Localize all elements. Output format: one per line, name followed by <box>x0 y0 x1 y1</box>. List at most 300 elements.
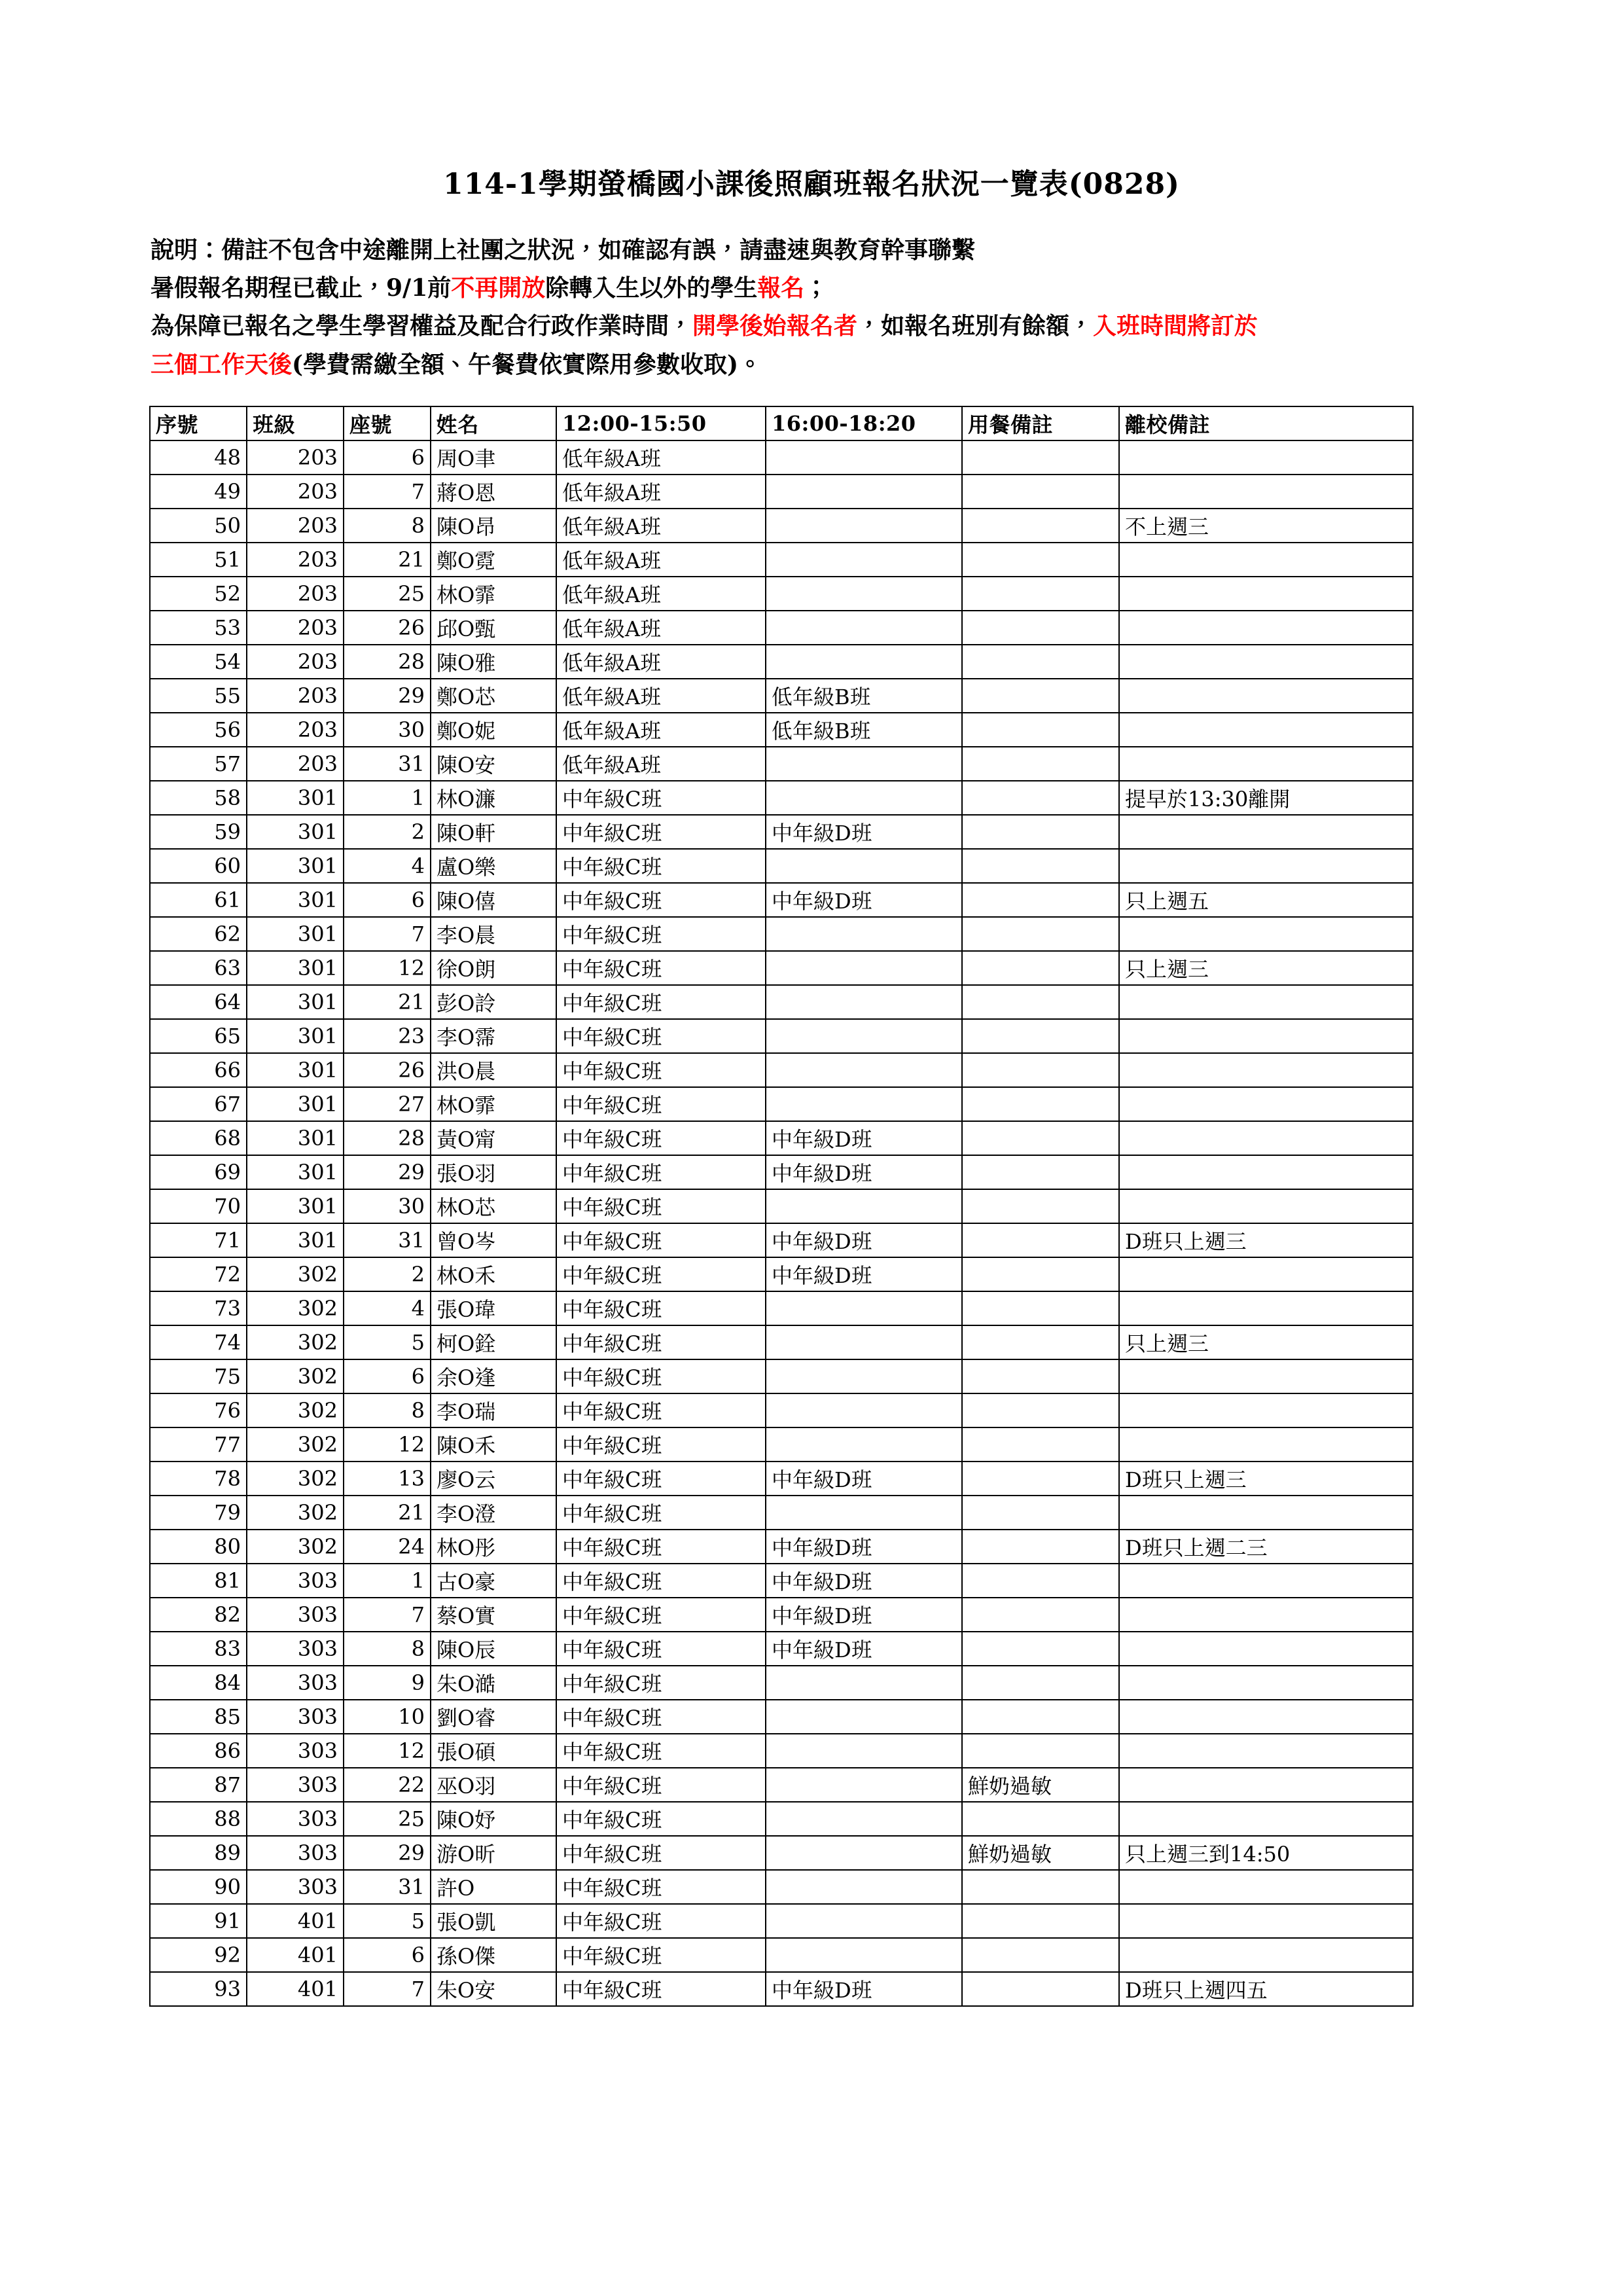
cell-leave <box>1119 1189 1413 1223</box>
cell-am: 中年級C班 <box>556 1632 766 1666</box>
cell-pm: 中年級D班 <box>766 1121 962 1155</box>
table-row <box>150 1291 1413 1325</box>
cell-seq: 63 <box>150 951 247 985</box>
cell-meal <box>962 747 1119 781</box>
table-row <box>150 1802 1413 1836</box>
cell-am: 中年級C班 <box>556 1904 766 1938</box>
cell-am: 中年級C班 <box>556 1564 766 1598</box>
cell-pm <box>766 1325 962 1359</box>
table-row <box>150 1257 1413 1291</box>
cell-am: 中年級C班 <box>556 1938 766 1972</box>
cell-seq: 50 <box>150 509 247 543</box>
cell-pm <box>766 577 962 611</box>
cell-class: 302 <box>247 1325 344 1359</box>
table-row <box>150 611 1413 645</box>
cell-class: 303 <box>247 1666 344 1700</box>
cell-meal <box>962 1598 1119 1632</box>
cell-am: 中年級C班 <box>556 1359 766 1393</box>
cell-seat: 29 <box>344 1155 431 1189</box>
cell-class: 302 <box>247 1496 344 1530</box>
cell-pm <box>766 849 962 883</box>
cell-seq: 90 <box>150 1870 247 1904</box>
cell-seq: 48 <box>150 440 247 475</box>
cell-am: 中年級C班 <box>556 1087 766 1121</box>
cell-am: 中年級C班 <box>556 1734 766 1768</box>
cell-pm <box>766 1802 962 1836</box>
cell-am: 中年級C班 <box>556 1462 766 1496</box>
cell-am: 中年級C班 <box>556 1325 766 1359</box>
cell-seq: 81 <box>150 1564 247 1598</box>
cell-am: 中年級C班 <box>556 1666 766 1700</box>
note-line-1 <box>151 231 1623 269</box>
cell-seq: 76 <box>150 1393 247 1427</box>
cell-pm: 低年級B班 <box>766 713 962 747</box>
cell-meal <box>962 1019 1119 1053</box>
cell-seat: 2 <box>344 1257 431 1291</box>
cell-pm: 中年級D班 <box>766 1257 962 1291</box>
cell-meal <box>962 1666 1119 1700</box>
cell-am: 中年級C班 <box>556 1223 766 1257</box>
cell-leave <box>1119 985 1413 1019</box>
cell-am: 中年級C班 <box>556 1598 766 1632</box>
roster-table <box>149 406 1414 2007</box>
cell-seat: 10 <box>344 1700 431 1734</box>
cell-class: 301 <box>247 1121 344 1155</box>
cell-seq: 56 <box>150 713 247 747</box>
cell-seat: 7 <box>344 475 431 509</box>
note-line-4 <box>151 346 1623 384</box>
cell-leave <box>1119 1427 1413 1462</box>
cell-name: 劉O睿 <box>431 1700 556 1734</box>
table-row <box>150 883 1413 917</box>
column-header-pm: 16:00-18:20 <box>766 406 962 440</box>
cell-name: 陳O軒 <box>431 815 556 849</box>
table-row <box>150 543 1413 577</box>
cell-am: 低年級A班 <box>556 509 766 543</box>
table-row <box>150 1462 1413 1496</box>
cell-name: 曾O岑 <box>431 1223 556 1257</box>
cell-seat: 8 <box>344 509 431 543</box>
column-header-am: 12:00-15:50 <box>556 406 766 440</box>
table-row <box>150 1632 1413 1666</box>
cell-seq: 93 <box>150 1972 247 2006</box>
cell-seat: 24 <box>344 1530 431 1564</box>
cell-meal <box>962 611 1119 645</box>
cell-pm <box>766 1734 962 1768</box>
cell-seat: 28 <box>344 645 431 679</box>
cell-meal <box>962 1087 1119 1121</box>
cell-seat: 27 <box>344 1087 431 1121</box>
cell-pm <box>766 1087 962 1121</box>
cell-seq: 85 <box>150 1700 247 1734</box>
cell-seat: 21 <box>344 543 431 577</box>
cell-class: 303 <box>247 1564 344 1598</box>
cell-name: 陳O辰 <box>431 1632 556 1666</box>
cell-pm <box>766 1666 962 1700</box>
table-row <box>150 849 1413 883</box>
note-line-2-highlight-2: 報名 <box>757 274 805 302</box>
cell-class: 301 <box>247 1053 344 1087</box>
cell-leave: D班只上週四五 <box>1119 1972 1413 2006</box>
cell-seat: 31 <box>344 1870 431 1904</box>
table-row <box>150 1359 1413 1393</box>
cell-class: 203 <box>247 611 344 645</box>
table-row <box>150 475 1413 509</box>
cell-seat: 5 <box>344 1904 431 1938</box>
cell-leave <box>1119 1734 1413 1768</box>
cell-meal <box>962 645 1119 679</box>
cell-pm: 中年級D班 <box>766 1223 962 1257</box>
cell-pm <box>766 1359 962 1393</box>
cell-am: 中年級C班 <box>556 985 766 1019</box>
table-body <box>150 440 1413 2006</box>
table-row <box>150 1836 1413 1870</box>
cell-seat: 29 <box>344 1836 431 1870</box>
note-line-2-highlight-1: 不再開放 <box>451 274 546 302</box>
note-line-4-part-a: (學費需繳全額、午餐費依實際用參數收取)。 <box>292 350 762 378</box>
table-row <box>150 1496 1413 1530</box>
cell-name: 余O逢 <box>431 1359 556 1393</box>
cell-class: 401 <box>247 1972 344 2006</box>
cell-meal <box>962 985 1119 1019</box>
cell-pm <box>766 1427 962 1462</box>
table-row <box>150 1904 1413 1938</box>
note-line-1-text: 說明：備註不包含中途離開上社團之狀況，如確認有誤，請盡速與教育幹事聯繫 <box>151 236 976 264</box>
cell-name: 林O霏 <box>431 577 556 611</box>
cell-meal <box>962 1325 1119 1359</box>
cell-leave <box>1119 1257 1413 1291</box>
note-line-2 <box>151 269 1623 307</box>
cell-class: 302 <box>247 1530 344 1564</box>
cell-meal <box>962 1189 1119 1223</box>
cell-meal <box>962 1291 1119 1325</box>
cell-pm <box>766 1768 962 1802</box>
cell-am: 中年級C班 <box>556 1768 766 1802</box>
cell-leave <box>1119 1632 1413 1666</box>
cell-seat: 2 <box>344 815 431 849</box>
cell-am: 中年級C班 <box>556 951 766 985</box>
cell-seat: 7 <box>344 1972 431 2006</box>
cell-seq: 59 <box>150 815 247 849</box>
cell-name: 洪O晨 <box>431 1053 556 1087</box>
cell-leave: 只上週三到14:50 <box>1119 1836 1413 1870</box>
cell-leave <box>1119 747 1413 781</box>
cell-class: 401 <box>247 1904 344 1938</box>
cell-name: 鄭O霓 <box>431 543 556 577</box>
cell-class: 203 <box>247 440 344 475</box>
cell-name: 林O霏 <box>431 1087 556 1121</box>
cell-name: 陳O昂 <box>431 509 556 543</box>
cell-meal <box>962 883 1119 917</box>
column-header-leave: 離校備註 <box>1119 406 1413 440</box>
cell-meal: 鮮奶過敏 <box>962 1836 1119 1870</box>
cell-seat: 4 <box>344 1291 431 1325</box>
cell-seat: 22 <box>344 1768 431 1802</box>
cell-meal <box>962 679 1119 713</box>
note-line-3-highlight-1: 開學後始報名者 <box>692 312 858 340</box>
cell-seat: 21 <box>344 985 431 1019</box>
cell-pm <box>766 1053 962 1087</box>
cell-seq: 84 <box>150 1666 247 1700</box>
cell-class: 401 <box>247 1938 344 1972</box>
cell-leave <box>1119 849 1413 883</box>
table-row <box>150 1019 1413 1053</box>
cell-seat: 23 <box>344 1019 431 1053</box>
cell-class: 302 <box>247 1393 344 1427</box>
cell-class: 301 <box>247 1155 344 1189</box>
cell-class: 302 <box>247 1427 344 1462</box>
cell-leave: 只上週五 <box>1119 883 1413 917</box>
cell-am: 低年級A班 <box>556 440 766 475</box>
cell-am: 低年級A班 <box>556 475 766 509</box>
table-row <box>150 1053 1413 1087</box>
cell-class: 303 <box>247 1870 344 1904</box>
cell-pm: 中年級D班 <box>766 1564 962 1598</box>
cell-leave <box>1119 1768 1413 1802</box>
cell-class: 203 <box>247 577 344 611</box>
cell-meal <box>962 1564 1119 1598</box>
cell-leave: 不上週三 <box>1119 509 1413 543</box>
cell-seat: 30 <box>344 713 431 747</box>
cell-seat: 25 <box>344 577 431 611</box>
cell-seat: 9 <box>344 1666 431 1700</box>
cell-name: 黃O甯 <box>431 1121 556 1155</box>
cell-seat: 26 <box>344 611 431 645</box>
cell-seq: 61 <box>150 883 247 917</box>
cell-class: 303 <box>247 1632 344 1666</box>
cell-name: 張O羽 <box>431 1155 556 1189</box>
cell-leave: D班只上週三 <box>1119 1223 1413 1257</box>
cell-class: 203 <box>247 747 344 781</box>
cell-leave <box>1119 1121 1413 1155</box>
table-row <box>150 747 1413 781</box>
cell-leave <box>1119 1359 1413 1393</box>
note-line-2-part-c: ； <box>804 274 829 302</box>
cell-pm <box>766 1496 962 1530</box>
cell-am: 中年級C班 <box>556 1530 766 1564</box>
cell-class: 301 <box>247 815 344 849</box>
cell-leave <box>1119 1087 1413 1121</box>
cell-meal <box>962 1121 1119 1155</box>
cell-pm <box>766 917 962 951</box>
table-row <box>150 1564 1413 1598</box>
table-row <box>150 509 1413 543</box>
cell-name: 張O瑋 <box>431 1291 556 1325</box>
cell-pm <box>766 1291 962 1325</box>
cell-leave <box>1119 1870 1413 1904</box>
cell-leave: 只上週三 <box>1119 951 1413 985</box>
cell-class: 203 <box>247 679 344 713</box>
cell-meal <box>962 543 1119 577</box>
cell-am: 中年級C班 <box>556 1700 766 1734</box>
cell-meal: 鮮奶過敏 <box>962 1768 1119 1802</box>
cell-seq: 64 <box>150 985 247 1019</box>
cell-name: 林O彤 <box>431 1530 556 1564</box>
cell-class: 203 <box>247 509 344 543</box>
cell-class: 301 <box>247 1087 344 1121</box>
table-row <box>150 1121 1413 1155</box>
cell-class: 302 <box>247 1462 344 1496</box>
cell-seq: 91 <box>150 1904 247 1938</box>
cell-seq: 80 <box>150 1530 247 1564</box>
cell-leave: 提早於13:30離開 <box>1119 781 1413 815</box>
cell-seat: 13 <box>344 1462 431 1496</box>
cell-name: 邱O甄 <box>431 611 556 645</box>
cell-meal <box>962 1938 1119 1972</box>
cell-leave <box>1119 1598 1413 1632</box>
cell-class: 301 <box>247 917 344 951</box>
cell-am: 低年級A班 <box>556 679 766 713</box>
cell-pm: 中年級D班 <box>766 1155 962 1189</box>
cell-leave: 只上週三 <box>1119 1325 1413 1359</box>
explanatory-notes <box>0 202 1623 384</box>
cell-am: 中年級C班 <box>556 1189 766 1223</box>
table-row <box>150 985 1413 1019</box>
cell-seq: 52 <box>150 577 247 611</box>
cell-am: 中年級C班 <box>556 917 766 951</box>
cell-leave <box>1119 815 1413 849</box>
table-row <box>150 917 1413 951</box>
table-row <box>150 679 1413 713</box>
cell-pm: 中年級D班 <box>766 1530 962 1564</box>
cell-leave <box>1119 1904 1413 1938</box>
cell-seat: 8 <box>344 1393 431 1427</box>
cell-meal <box>962 917 1119 951</box>
cell-class: 301 <box>247 849 344 883</box>
cell-seq: 67 <box>150 1087 247 1121</box>
cell-name: 孫O傑 <box>431 1938 556 1972</box>
cell-pm <box>766 509 962 543</box>
cell-meal <box>962 713 1119 747</box>
cell-leave <box>1119 1564 1413 1598</box>
cell-seat: 30 <box>344 1189 431 1223</box>
cell-am: 中年級C班 <box>556 815 766 849</box>
cell-meal <box>962 1393 1119 1427</box>
cell-seq: 55 <box>150 679 247 713</box>
cell-seq: 58 <box>150 781 247 815</box>
cell-am: 中年級C班 <box>556 883 766 917</box>
cell-class: 301 <box>247 985 344 1019</box>
cell-seq: 92 <box>150 1938 247 1972</box>
cell-meal <box>962 577 1119 611</box>
cell-seat: 6 <box>344 1938 431 1972</box>
column-header-name: 姓名 <box>431 406 556 440</box>
cell-pm <box>766 951 962 985</box>
cell-pm <box>766 1019 962 1053</box>
roster-table-container <box>0 384 1623 2007</box>
table-row <box>150 577 1413 611</box>
cell-seq: 53 <box>150 611 247 645</box>
table-row <box>150 1530 1413 1564</box>
cell-seat: 7 <box>344 917 431 951</box>
cell-meal <box>962 1530 1119 1564</box>
cell-pm <box>766 440 962 475</box>
table-row <box>150 1325 1413 1359</box>
cell-leave <box>1119 1666 1413 1700</box>
table-row <box>150 1972 1413 2006</box>
cell-meal <box>962 1427 1119 1462</box>
cell-seq: 83 <box>150 1632 247 1666</box>
cell-seq: 87 <box>150 1768 247 1802</box>
cell-name: 許O <box>431 1870 556 1904</box>
cell-seq: 89 <box>150 1836 247 1870</box>
cell-seat: 12 <box>344 951 431 985</box>
table-row <box>150 713 1413 747</box>
cell-seq: 75 <box>150 1359 247 1393</box>
cell-seat: 28 <box>344 1121 431 1155</box>
cell-am: 低年級A班 <box>556 645 766 679</box>
cell-meal <box>962 815 1119 849</box>
cell-name: 陳O妤 <box>431 1802 556 1836</box>
cell-meal <box>962 849 1119 883</box>
note-line-3-highlight-2: 入班時間將訂於 <box>1093 312 1258 340</box>
cell-name: 陳O僖 <box>431 883 556 917</box>
cell-name: 游O昕 <box>431 1836 556 1870</box>
cell-seq: 69 <box>150 1155 247 1189</box>
cell-name: 徐O朗 <box>431 951 556 985</box>
cell-seq: 77 <box>150 1427 247 1462</box>
table-header <box>150 406 1413 440</box>
table-row <box>150 1598 1413 1632</box>
cell-am: 中年級C班 <box>556 1870 766 1904</box>
cell-meal <box>962 781 1119 815</box>
note-line-4-highlight-1: 三個工作天後 <box>151 350 293 378</box>
cell-name: 蔡O實 <box>431 1598 556 1632</box>
cell-am: 中年級C班 <box>556 1836 766 1870</box>
cell-leave <box>1119 1291 1413 1325</box>
cell-name: 李O晨 <box>431 917 556 951</box>
cell-meal <box>962 1053 1119 1087</box>
cell-meal <box>962 1257 1119 1291</box>
cell-am: 低年級A班 <box>556 611 766 645</box>
cell-seq: 79 <box>150 1496 247 1530</box>
cell-seat: 1 <box>344 781 431 815</box>
cell-am: 中年級C班 <box>556 1802 766 1836</box>
cell-class: 301 <box>247 1019 344 1053</box>
cell-pm <box>766 1870 962 1904</box>
note-line-3-part-b: ，如報名班別有餘額， <box>857 312 1094 340</box>
cell-leave <box>1119 1053 1413 1087</box>
cell-pm <box>766 475 962 509</box>
note-line-2-part-a: 暑假報名期程已截止，9/1前 <box>151 274 452 302</box>
cell-pm <box>766 1700 962 1734</box>
column-header-meal: 用餐備註 <box>962 406 1119 440</box>
cell-pm <box>766 747 962 781</box>
cell-meal <box>962 1700 1119 1734</box>
cell-seq: 70 <box>150 1189 247 1223</box>
cell-am: 中年級C班 <box>556 1019 766 1053</box>
table-row <box>150 1700 1413 1734</box>
cell-seat: 5 <box>344 1325 431 1359</box>
cell-class: 302 <box>247 1257 344 1291</box>
table-row <box>150 440 1413 475</box>
cell-pm <box>766 543 962 577</box>
cell-name: 廖O云 <box>431 1462 556 1496</box>
table-row <box>150 645 1413 679</box>
cell-seq: 86 <box>150 1734 247 1768</box>
cell-seq: 68 <box>150 1121 247 1155</box>
cell-pm: 中年級D班 <box>766 815 962 849</box>
cell-class: 301 <box>247 951 344 985</box>
cell-seq: 54 <box>150 645 247 679</box>
table-row <box>150 1189 1413 1223</box>
cell-class: 203 <box>247 713 344 747</box>
cell-pm <box>766 1938 962 1972</box>
table-row <box>150 1427 1413 1462</box>
cell-seat: 29 <box>344 679 431 713</box>
cell-leave <box>1119 645 1413 679</box>
cell-seat: 1 <box>344 1564 431 1598</box>
